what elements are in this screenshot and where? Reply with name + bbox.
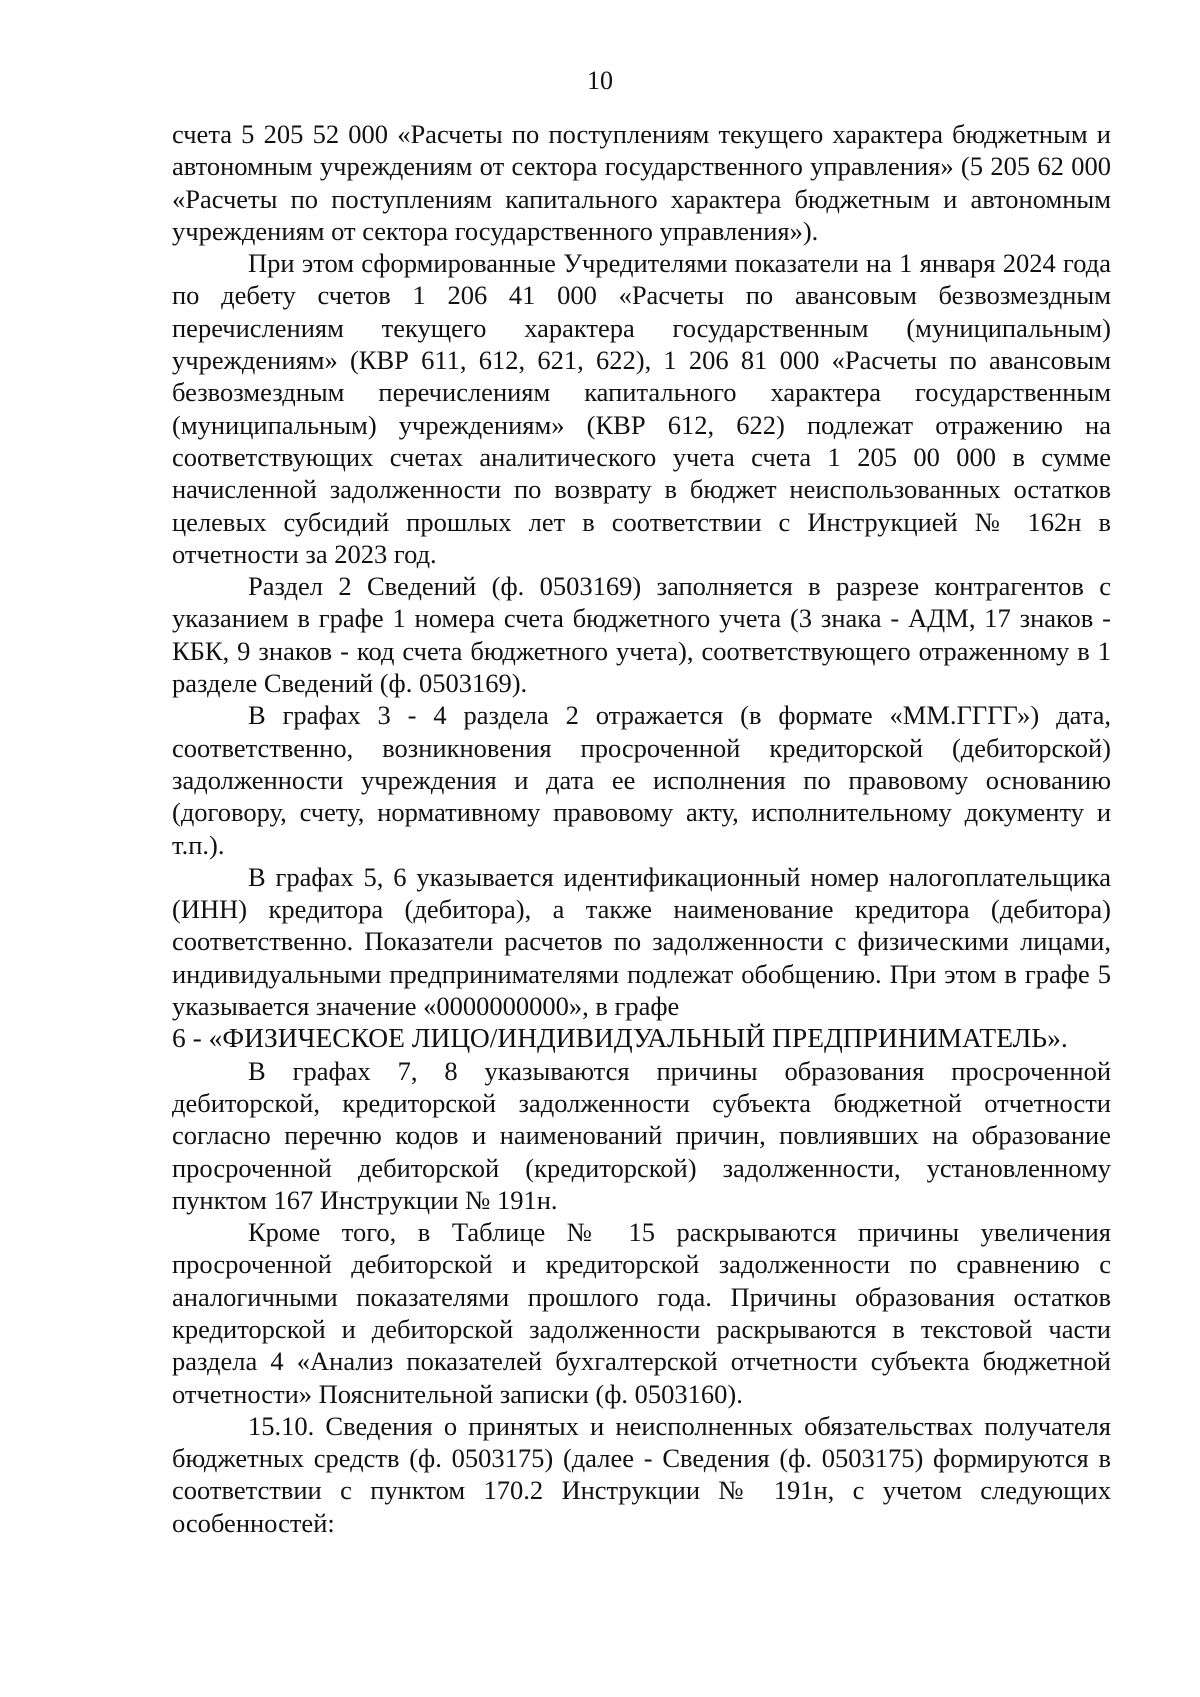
paragraph-table-15: Кроме того, в Таблице № 15 раскрываются причины увеличения просроченной дебиторской и кредиторской задолженности по сравнению с аналогичными показателями прошлого года. Причины образования остатков кредиторской и дебиторской задолженности раскрываются в текстовой части раздела 4 «Анализ показателей бухгалтерской отчетности субъекта бюджетной отчетности» Пояснительной записки (ф. 0503160). [172, 1217, 1111, 1409]
paragraph-section-15-10: 15.10. Сведения о принятых и неисполненных обязательствах получателя бюджетных средств (ф. 0503175) (далее - Сведения (ф. 0503175) формируются в соответствии с пунктом 170.2 Инструкции № 191н, с учетом следующих особенностей: [172, 1410, 1111, 1538]
paragraph-columns-7-8: В графах 7, 8 указываются причины образования просроченной дебиторской, кредиторской задолженности субъекта бюджетной отчетности согласно перечню кодов и наименований причин, повлиявших на образование просроченной дебиторской (кредиторской) задолженности, установленному пунктом 167 Инструкции № 191н. [172, 1055, 1111, 1215]
paragraph-founders-indicators: При этом сформированные Учредителями показатели на 1 января 2024 года по дебету счетов 1 206 41 000 «Расчеты по авансовым безвозмездным перечислениям текущего характера государственным (муниципальным) учреждениям» (КВР 611, 612, 621, 622), 1 206 81 000 «Расчеты по авансовым безвозмездным перечислениям капитального характера государственным (муниципальным) учреждениям» (КВР 612, 622) подлежат отражению на соответствующих счетах аналитического учета счета 1 205 00 000 в сумме начисленной задолженности по возврату в бюджет неиспользованных остатков целевых субсидий прошлых лет в соответствии с Инструкцией № 162н в отчетности за 2023 год. [172, 248, 1111, 569]
document-body [172, 118, 1111, 1539]
paragraph-columns-5-6 [172, 861, 1111, 1022]
page-number: 10 [587, 66, 613, 95]
paragraph-section-2-counterparties: Раздел 2 Сведений (ф. 0503169) заполняется в разрезе контрагентов с указанием в графе 1 номера счета бюджетного учета (3 знака - АДМ, 17 знаков - КБК, 9 знаков - код счета бюджетного учета), соответствующего отраженному в 1 разделе Сведений (ф. 0503169). [172, 571, 1111, 699]
paragraph-columns-5-6-text: В графах 5, 6 указывается идентификационный номер налогоплательщика (ИНН) кредитора (дебитора), а также наименование кредитора (дебитора) соответственно. Показатели расчетов по задолженности с физическими лицами, индивидуальными предпринимателями подлежат обобщению. При этом в графе 5 указывается значение «0000000000», в графе [172, 861, 1111, 1022]
paragraph-columns-5-6-tail: 6 - «ФИЗИЧЕСКОЕ ЛИЦО/ИНДИВИДУАЛЬНЫЙ ПРЕДПРИНИМАТЕЛЬ». [172, 1022, 1068, 1054]
paragraph-columns-3-4: В графах 3 - 4 раздела 2 отражается (в формате «ММ.ГГГГ») дата, соответственно, возникновения просроченной кредиторской (дебиторской) задолженности учреждения и дата ее исполнения по правовому основанию (договору, счету, нормативному правовому акту, исполнительному документу и т.п.). [172, 700, 1111, 860]
paragraph-accounts-continuation: счета 5 205 52 000 «Расчеты по поступлениям текущего характера бюджетным и автономным учреждениям от сектора государственного управления» (5 205 62 000 «Расчеты по поступлениям капитального характера бюджетным и автономным учреждениям от сектора государственного управления»). [172, 119, 1111, 246]
